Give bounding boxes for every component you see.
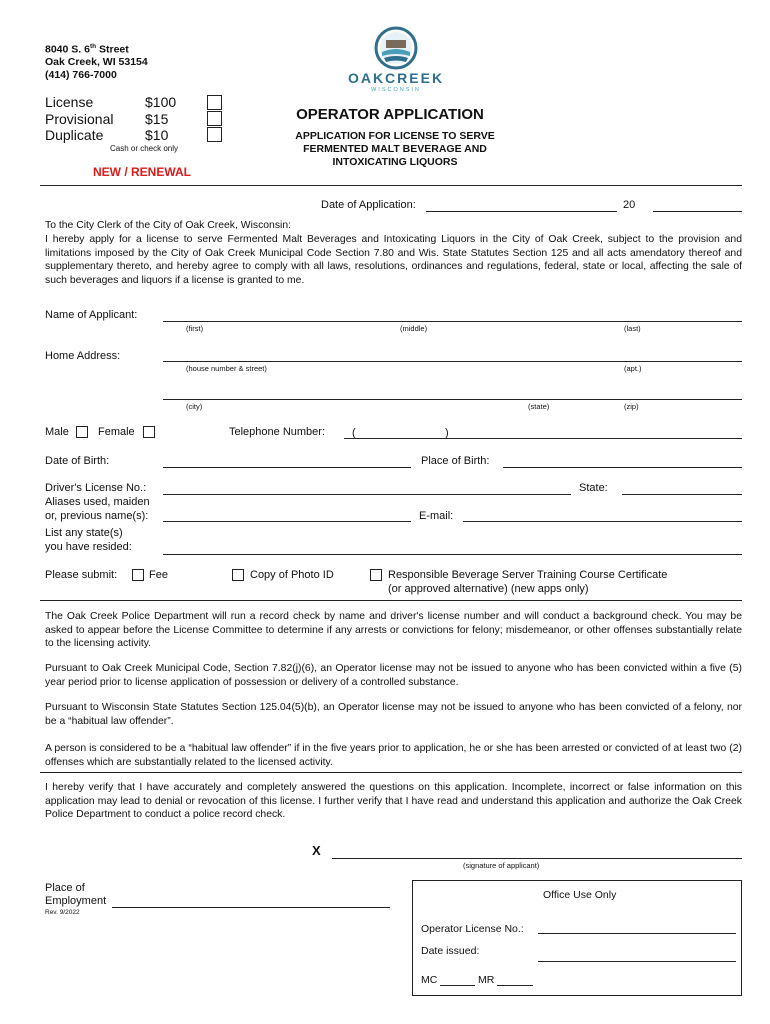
female-label: Female [98,426,135,438]
phone-label: Telephone Number: [229,426,326,438]
duplicate-checkbox[interactable] [207,127,222,142]
phone-paren-open: ( [352,427,356,439]
signature-field[interactable] [332,858,742,859]
states-field[interactable] [163,554,742,555]
fee-provisional: Provisional $15 [45,110,169,127]
employment-field[interactable] [112,907,390,908]
date-issued-field[interactable] [538,961,736,962]
email-label: E-mail: [419,510,454,522]
mc-label: MC [421,974,438,986]
intro-salutation: To the City Clerk of the City of Oak Creek, Wisconsin: [45,220,291,231]
first-caption: (first) [186,324,204,333]
name-field[interactable] [163,321,742,322]
date-issued-label: Date issued: [421,945,480,957]
date-field[interactable] [426,211,617,212]
office-use-title: Office Use Only [543,889,617,901]
date-label: Date of Application: [321,199,416,211]
last-caption: (last) [624,324,641,333]
form-title: OPERATOR APPLICATION [296,106,484,123]
house-caption: (house number & street) [186,364,267,373]
email-field[interactable] [463,521,742,522]
license-no-field[interactable] [538,933,736,934]
dob-field[interactable] [163,467,411,468]
oak-creek-logo: OAKCREEK WISCONSIN [340,26,452,96]
revision-date: Rev. 9/2022 [45,909,80,916]
course-note: (or approved alternative) (new apps only) [388,583,589,595]
submit-divider [40,600,742,601]
phone-field[interactable] [344,438,742,439]
employment-label: Place of Employment [45,882,107,907]
dl-state-label: State: [579,482,608,494]
form-subtitle: APPLICATION FOR LICENSE TO SERVE FERMENTED MALT BEVERAGE AND INTOXICATING LIQUORS [295,130,495,168]
office-use-box [412,880,742,996]
pob-label: Place of Birth: [421,455,490,467]
dl-label: Driver's License No.: [45,482,147,494]
clerk-address: 8040 S. 6th Street Oak Creek, WI 53154 (414) 766-7000 [45,43,148,81]
city-caption: (city) [186,402,203,411]
city-field[interactable] [163,399,742,400]
year-prefix: 20 [623,199,636,211]
provisional-checkbox[interactable] [207,111,222,126]
male-checkbox[interactable] [76,426,88,438]
verify-divider [40,772,742,773]
states-label: List any state(s) you have resided: [45,527,132,553]
aliases-field[interactable] [163,521,411,522]
address-label: Home Address: [45,350,121,362]
fee-duplicate: Duplicate $10 [45,127,169,143]
header-divider [40,185,742,186]
male-label: Male [45,426,69,438]
state-statute-paragraph: Pursuant to Wisconsin State Statutes Section 125.04(5)(b), an Operator license may not be issued to anyone who has been convicted of a felony, nor be a “habitual law offender”. [45,702,742,727]
fee-label: Fee [149,569,168,581]
middle-caption: (middle) [400,324,428,333]
mr-label: MR [478,974,495,986]
pob-field[interactable] [503,467,742,468]
municipal-code-paragraph: Pursuant to Oak Creek Municipal Code, Section 7.82(j)(6), an Operator license may not be issued to anyone who has been convicted within a five (5) year period prior to license application of possession or delivery of a controlled substance. [45,663,742,688]
license-checkbox[interactable] [207,95,222,110]
dl-state-field[interactable] [622,494,742,495]
photo-id-label: Copy of Photo ID [250,569,334,581]
signature-caption: (signature of applicant) [463,861,540,870]
mr-field[interactable] [497,985,533,986]
year-field[interactable] [653,211,742,212]
fees-note: Cash or check only [110,144,179,153]
state-caption: (state) [528,402,550,411]
street-field[interactable] [163,361,742,362]
habitual-offender-paragraph: A person is considered to be a “habitual law offender” if in the five years prior to application, he or she has been arrested or convicted of at least two (2) offenses which are substantially related to the licensed activity. [45,743,742,768]
fee-checkbox[interactable] [132,569,144,581]
photo-id-checkbox[interactable] [232,569,244,581]
course-checkbox[interactable] [370,569,382,581]
name-label: Name of Applicant: [45,309,138,321]
mc-field[interactable] [440,985,475,986]
verification-paragraph: I hereby verify that I have accurately and completely answered the questions on this application. Incomplete, incorrect or false information on this application may lead to denial or revocation of this license. I further verify that I have read and understand this application and authorize the Oak Creek Police Department to conduct a police record check. [45,782,742,821]
submit-label: Please submit: [45,569,118,581]
police-check-paragraph: The Oak Creek Police Department will run a record check by name and driver's license number and will conduct a background check. You may be asked to appear before the License Committee to determine if any arrests or convictions for felony; misdemeanor, or other offenses substantially relate to the licensing activity. [45,611,742,650]
fee-license: License $100 [45,94,177,110]
fee-list [45,94,176,144]
license-no-label: Operator License No.: [421,923,524,935]
new-renewal: NEW / RENEWAL [93,165,191,179]
dl-field[interactable] [163,494,571,495]
female-checkbox[interactable] [143,426,155,438]
zip-caption: (zip) [624,402,639,411]
aliases-label: Aliases used, maiden or, previous name(s): [45,496,150,522]
dob-label: Date of Birth: [45,455,110,467]
course-label: Responsible Beverage Server Training Course Certificate [388,569,668,581]
apt-caption: (apt.) [624,364,642,373]
phone-paren-close: ) [445,427,449,439]
signature-x: X [312,843,321,858]
intro-body: I hereby apply for a license to serve Fermented Malt Beverages and Intoxicating Liquors in the City of Oak Creek, subject to the provision and limitations imposed by the City of Oak Creek Municipal Code Section 7.80 and Wis. State Statutes Section 125 and all acts amendatory thereof and supplementary thereto, and hereby agree to comply with all laws, resolutions, ordinances and regulations, federal, state or local, affecting the sale of such beverages and liquors if a license is granted to me. [45,234,742,286]
